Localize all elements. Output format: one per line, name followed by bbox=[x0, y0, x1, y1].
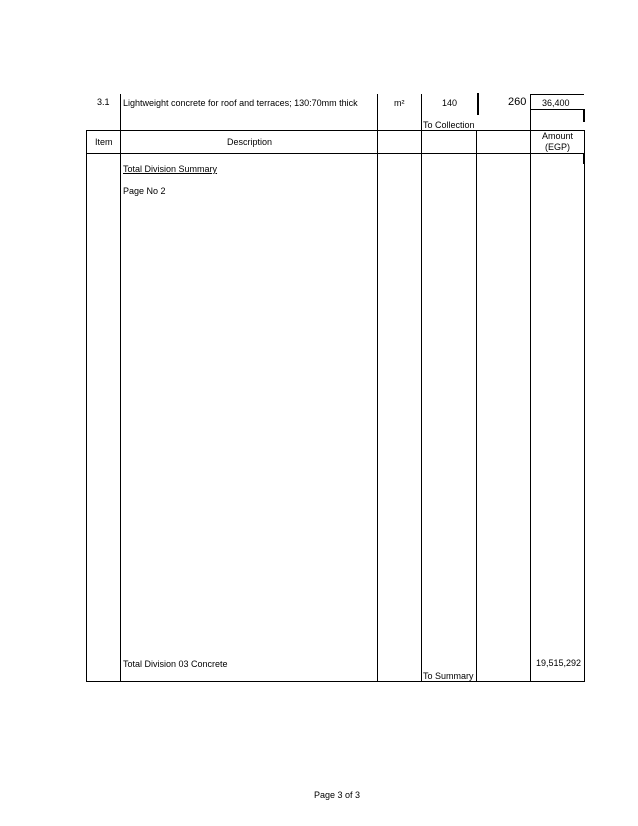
divider bbox=[421, 94, 422, 130]
table-bottom-border bbox=[86, 681, 585, 682]
item-rate: 260 bbox=[508, 96, 527, 108]
summary-title: Total Division Summary bbox=[123, 164, 218, 174]
total-amount: 19,515,292 bbox=[535, 658, 581, 668]
column-divider bbox=[377, 130, 378, 682]
amount-column-accent bbox=[583, 154, 585, 164]
divider bbox=[583, 109, 585, 122]
header-amount-line1: Amount bbox=[541, 131, 574, 141]
column-divider bbox=[120, 130, 121, 682]
page-number: Page 3 of 3 bbox=[314, 790, 361, 800]
header-amount-line2: (EGP) bbox=[544, 142, 570, 152]
item-description: Lightweight concrete for roof and terraces; 130:70mm thick bbox=[123, 98, 358, 108]
divider bbox=[377, 94, 378, 130]
header-description: Description bbox=[227, 137, 273, 147]
to-summary-label: To Summary bbox=[423, 671, 474, 681]
item-quantity: 140 bbox=[442, 98, 458, 108]
item-number: 3.1 bbox=[97, 97, 110, 107]
header-item: Item bbox=[95, 137, 113, 147]
divider bbox=[530, 94, 531, 130]
divider bbox=[120, 94, 121, 130]
summary-page-ref: Page No 2 bbox=[123, 186, 166, 196]
table-left-border bbox=[86, 130, 87, 682]
amount-box-top bbox=[530, 94, 584, 95]
header-bottom-border bbox=[86, 153, 585, 154]
column-divider bbox=[530, 130, 531, 682]
table-top-border bbox=[86, 130, 585, 131]
item-amount: 36,400 bbox=[542, 98, 570, 108]
divider bbox=[477, 93, 479, 115]
to-collection-label: To Collection bbox=[423, 120, 475, 130]
item-unit: m² bbox=[394, 98, 405, 108]
table-right-border bbox=[584, 130, 585, 682]
column-divider bbox=[476, 130, 477, 682]
total-label: Total Division 03 Concrete bbox=[123, 659, 228, 669]
column-divider bbox=[421, 130, 422, 682]
amount-box-underline bbox=[530, 109, 584, 110]
